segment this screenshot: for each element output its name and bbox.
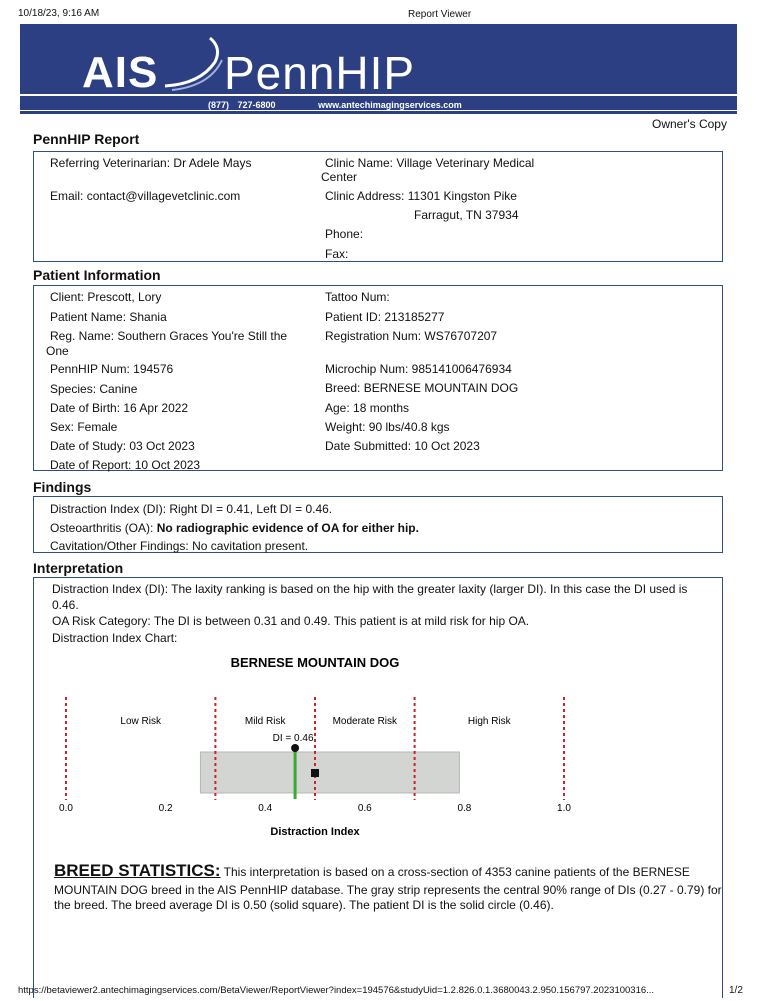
risk-zone-label: Low Risk: [120, 716, 161, 727]
species: Species: Canine: [50, 382, 138, 396]
breed-stats-line2: MOUNTAIN DOG breed in the AIS PennHIP database. The gray strip represents the central 90% range of DIs (0.27 - 0.79) for: [54, 883, 722, 897]
owners-copy-label: Owner's Copy: [652, 117, 727, 131]
findings-section-title: Findings: [33, 479, 92, 495]
weight: Weight: 90 lbs/40.8 kgs: [325, 420, 450, 434]
fax-label: Fax:: [325, 247, 349, 261]
findings-oa-value: No radiographic evidence of OA for either hip.: [156, 521, 419, 535]
findings-cavitation: Cavitation/Other Findings: No cavitation present.: [50, 539, 309, 553]
logo-swoosh-icon: [160, 34, 230, 94]
patient-di-circle: [291, 744, 299, 752]
reg-name: Reg. Name: Southern Graces You're Still the: [50, 329, 288, 343]
findings-di: Distraction Index (DI): Right DI = 0.41, Left DI = 0.46.: [50, 502, 333, 516]
patient-section-title: Patient Information: [33, 267, 161, 283]
risk-zone-label: Mild Risk: [244, 716, 286, 727]
reg-name-line2: One: [46, 344, 69, 358]
banner-stripe: [20, 110, 737, 111]
pennhip-logo: PennHIP: [224, 47, 416, 99]
x-tick-label: 0.8: [457, 803, 472, 814]
registration-num: Registration Num: WS76707207: [325, 329, 498, 343]
email: [50, 189, 240, 203]
interp-chart-label: Distraction Index Chart:: [52, 631, 178, 645]
patient-name: Patient Name: Shania: [50, 310, 167, 324]
interp-oa-risk: OA Risk Category: The DI is between 0.31 and 0.49. This patient is at mild risk for hip OA.: [52, 614, 530, 628]
distraction-index-chart: [0, 645, 768, 840]
clinic-name: [325, 156, 534, 170]
risk-zone-label: High Risk: [467, 716, 511, 727]
date-submitted: Date Submitted: 10 Oct 2023: [325, 439, 480, 453]
patient-id: Patient ID: 213185277: [325, 310, 445, 324]
referring-vet: [50, 156, 251, 170]
phone-label: Phone:: [325, 227, 364, 241]
breed-stats-line3: the breed. The breed average DI is 0.50 (solid square). The patient DI is the solid circle (0.46).: [54, 898, 554, 912]
clinic-address-label: Clinic Address:: [325, 189, 405, 203]
age: Age: 18 months: [325, 401, 410, 415]
x-tick-label: 0.0: [59, 803, 73, 814]
microchip-num: Microchip Num: 985141006476934: [325, 362, 512, 376]
pennhip-num: PennHIP Num: 194576: [50, 362, 174, 376]
interp-di-line1: Distraction Index (DI): The laxity ranking is based on the hip with the greater laxity (larger DI). In this case the DI used is: [52, 582, 688, 596]
x-tick-label: 1.0: [557, 803, 571, 814]
banner-contact: [208, 100, 462, 110]
findings-oa-label: Osteoarthritis (OA):: [50, 521, 154, 535]
date-of-study: Date of Study: 03 Oct 2023: [50, 439, 195, 453]
pennhip-banner: [20, 24, 737, 114]
clinic-address-line1: 11301 Kingston Pike: [407, 189, 517, 203]
findings-oa: [50, 521, 419, 535]
x-tick-label: 0.6: [357, 803, 372, 814]
banner-website: www.antechimagingservices.com: [318, 100, 462, 110]
clinic-address: [325, 189, 517, 203]
sex: Sex: Female: [50, 420, 118, 434]
ais-logo: AIS: [82, 48, 159, 97]
referring-vet-value: Dr Adele Mays: [173, 156, 252, 170]
email-value: contact@villagevetclinic.com: [86, 189, 241, 203]
tattoo-num: Tattoo Num:: [325, 290, 390, 304]
x-tick-label: 0.4: [258, 803, 273, 814]
breed-stats-line1: This interpretation is based on a cross-section of 4353 canine patients of the BERNESE: [223, 865, 690, 879]
print-datetime: 10/18/23, 9:16 AM: [18, 8, 100, 19]
interp-di-line2: 0.46.: [52, 598, 79, 612]
breed-statistics: [54, 861, 690, 880]
report-section-title: PennHIP Report: [33, 131, 140, 147]
date-of-report: Date of Report: 10 Oct 2023: [50, 458, 201, 472]
x-tick-label: 0.2: [158, 803, 173, 814]
breed-stats-title: BREED STATISTICS:: [54, 861, 221, 880]
breed-range-strip: [200, 752, 459, 793]
breed: Breed: BERNESE MOUNTAIN DOG: [325, 381, 519, 395]
x-axis-label: Distraction Index: [270, 826, 360, 838]
footer-url[interactable]: https://betaviewer2.antechimagingservices.com/BetaViewer/ReportViewer?index=194576&studyUid=1.2.826.0.1.3680043.2.950.156797.2023100316...: [18, 985, 655, 996]
patient-di-label: DI = 0.46: [272, 733, 314, 744]
page-number: 1/2: [729, 985, 743, 996]
referring-vet-label: Referring Veterinarian:: [50, 156, 171, 170]
clinic-name-line1: Village Veterinary Medical: [396, 156, 535, 170]
client: Client: Prescott, Lory: [50, 290, 162, 304]
date-of-birth: Date of Birth: 16 Apr 2022: [50, 401, 189, 415]
breed-average-square: [311, 769, 319, 777]
email-label: Email:: [50, 189, 84, 203]
print-title: Report Viewer: [408, 9, 472, 20]
risk-zone-label: Moderate Risk: [332, 716, 398, 727]
clinic-name-label: Clinic Name:: [325, 156, 394, 170]
chart-title: BERNESE MOUNTAIN DOG: [230, 655, 400, 670]
banner-phone: (877) 727-6800: [208, 100, 276, 110]
interpretation-section-title: Interpretation: [33, 560, 124, 576]
clinic-name-line2: Center: [321, 170, 358, 184]
clinic-address-line2: Farragut, TN 37934: [414, 208, 519, 222]
